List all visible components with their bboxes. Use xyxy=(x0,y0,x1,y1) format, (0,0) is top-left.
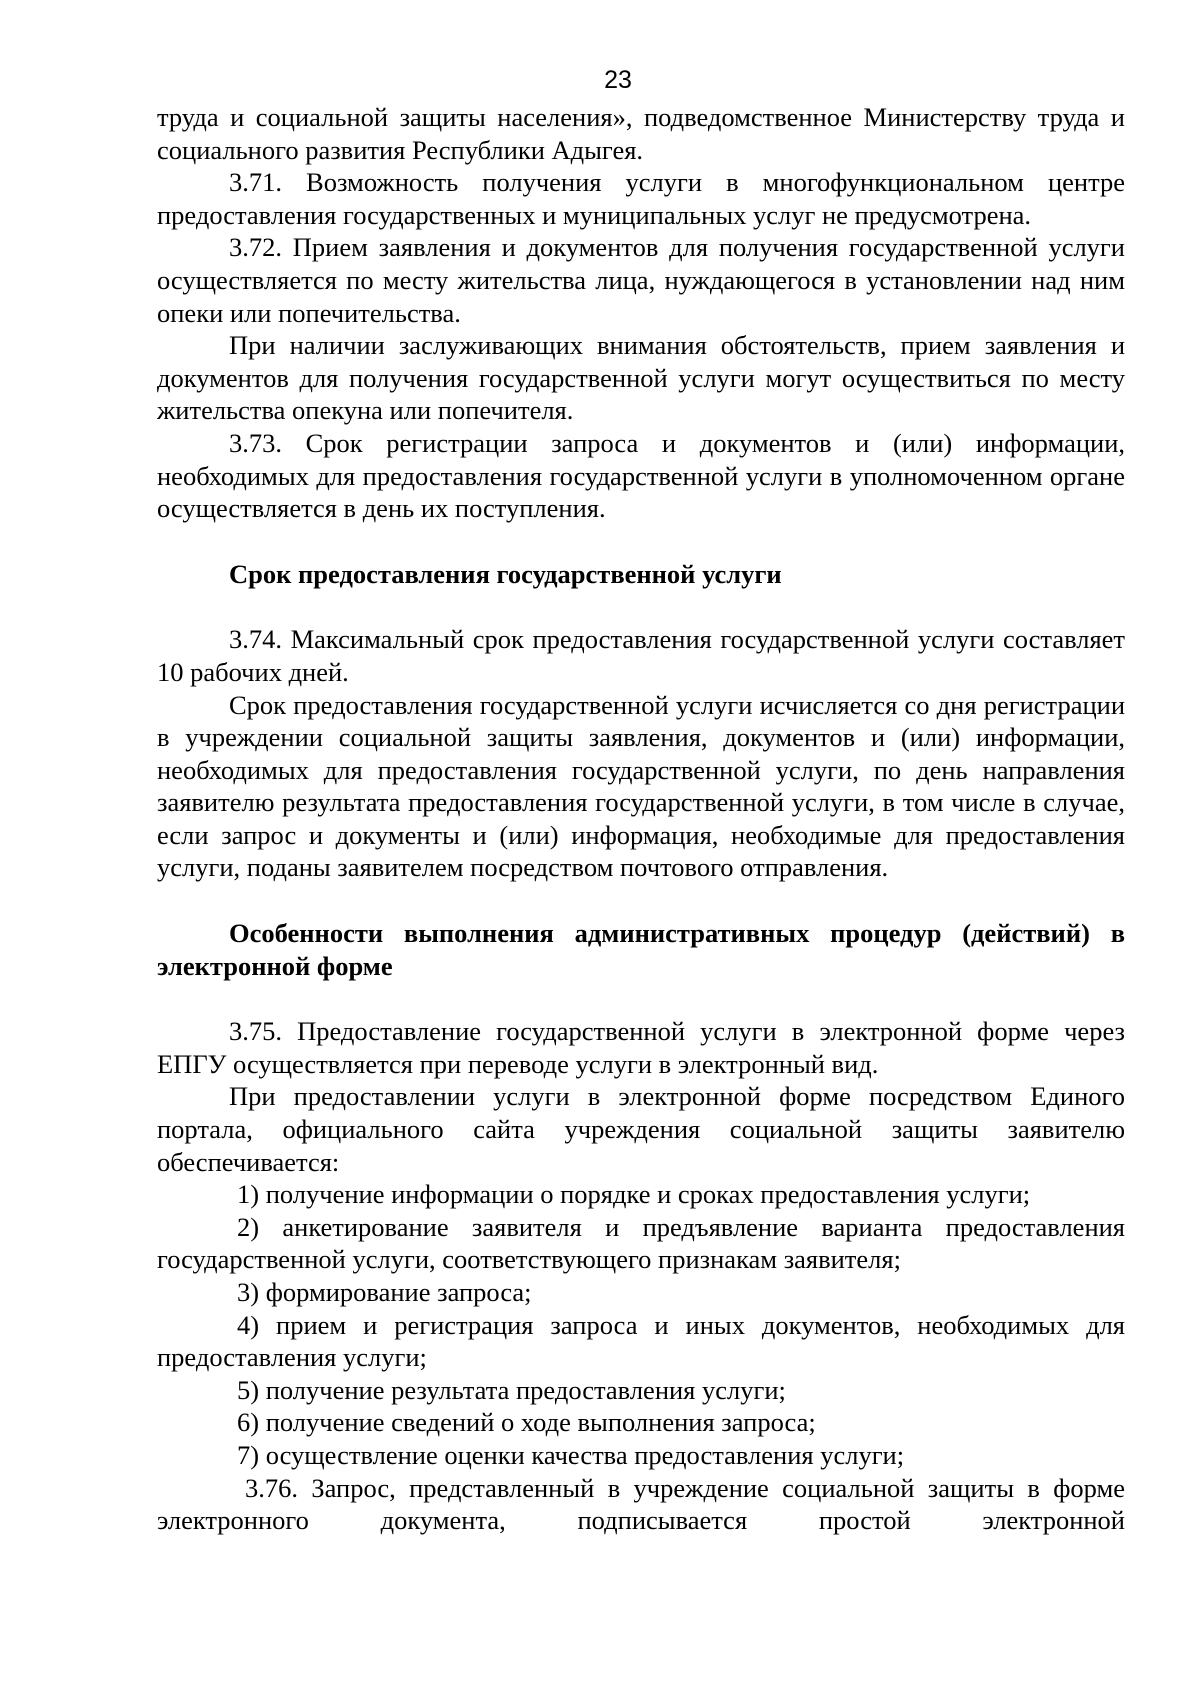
spacer xyxy=(157,590,1125,623)
list-item: 7) осуществление оценки качества предоставления услуги; xyxy=(237,1439,905,1470)
paragraph-3-72-note: При наличии заслуживающих внимания обстоятельств, прием заявления и документов для получения государственной услуги могут осуществиться по месту жительства опекуна или попечителя. xyxy=(157,330,1125,426)
page-number: 23 xyxy=(604,66,632,94)
section-heading-electronic: Особенности выполнения административных процедур (действий) в электронной форме xyxy=(157,918,1125,981)
list-item: 5) получение результата предоставления услуги; xyxy=(237,1374,786,1405)
paragraph-3-74: 3.74. Максимальный срок предоставления государственной услуги составляет 10 рабочих дней. xyxy=(157,624,1125,687)
list-item: 4) прием и регистрация запроса и иных документов, необходимых для предоставления услуги; xyxy=(157,1309,1125,1373)
paragraph-3-71: 3.71. Возможность получения услуги в многофункциональном центре предоставления государственных и муниципальных услуг не предусмотрена. xyxy=(157,167,1125,230)
paragraph-3-74-details: Срок предоставления государственной услуги исчисляется со дня регистрации в учреждении социальной защиты заявления, документов и (или) информации, необходимых для предоставления государственной услуги, по день направления заявителю результата предоставления государственной услуги, в том числе в случае, если запрос и документы и (или) информация, необходимые для предоставления услуги, поданы заявителем посредством почтового отправления. xyxy=(157,689,1125,883)
paragraph-3-73: 3.73. Срок регистрации запроса и документов и (или) информации, необходимых для предоставления государственной услуги в уполномоченном органе осуществляется в день их поступления. xyxy=(157,427,1125,524)
spacer xyxy=(157,884,1125,917)
spacer xyxy=(157,982,1125,1015)
list-item: 1) получение информации о порядке и сроках предоставления услуги; xyxy=(237,1179,1031,1210)
list-item: 2) анкетирование заявителя и предъявление варианта предоставления государственной услуги, соответствующего признакам заявителя; xyxy=(157,1211,1125,1275)
paragraph-3-72: 3.72. Прием заявления и документов для получения государственной услуги осуществляется по месту жительства лица, нуждающегося в установлении над ним опеки или попечительства. xyxy=(157,232,1125,328)
section-heading-term: Срок предоставления государственной услуги xyxy=(229,558,782,589)
paragraph-3-75: 3.75. Предоставление государственной услуги в электронной форме через ЕПГУ осуществляется при переводе услуги в электронный вид. xyxy=(157,1016,1125,1079)
paragraph-3-75-intro: При предоставлении услуги в электронной форме посредством Единого портала, официального сайта учреждения социальной защиты заявителю обеспечивается: xyxy=(157,1081,1125,1177)
paragraph-continuation: труда и социальной защиты населения», подведомственное Министерству труда и социального развития Республики Адыгея. xyxy=(157,102,1125,165)
document-body xyxy=(157,101,1125,1537)
list-item: 3) формирование запроса; xyxy=(237,1277,532,1307)
spacer xyxy=(157,525,1125,558)
list-item: 6) получение сведений о ходе выполнения запроса; xyxy=(237,1407,816,1438)
paragraph-3-76: 3.76. Запрос, представленный в учреждение социальной защиты в форме электронного документа, подписывается простой электронной xyxy=(157,1472,1125,1536)
